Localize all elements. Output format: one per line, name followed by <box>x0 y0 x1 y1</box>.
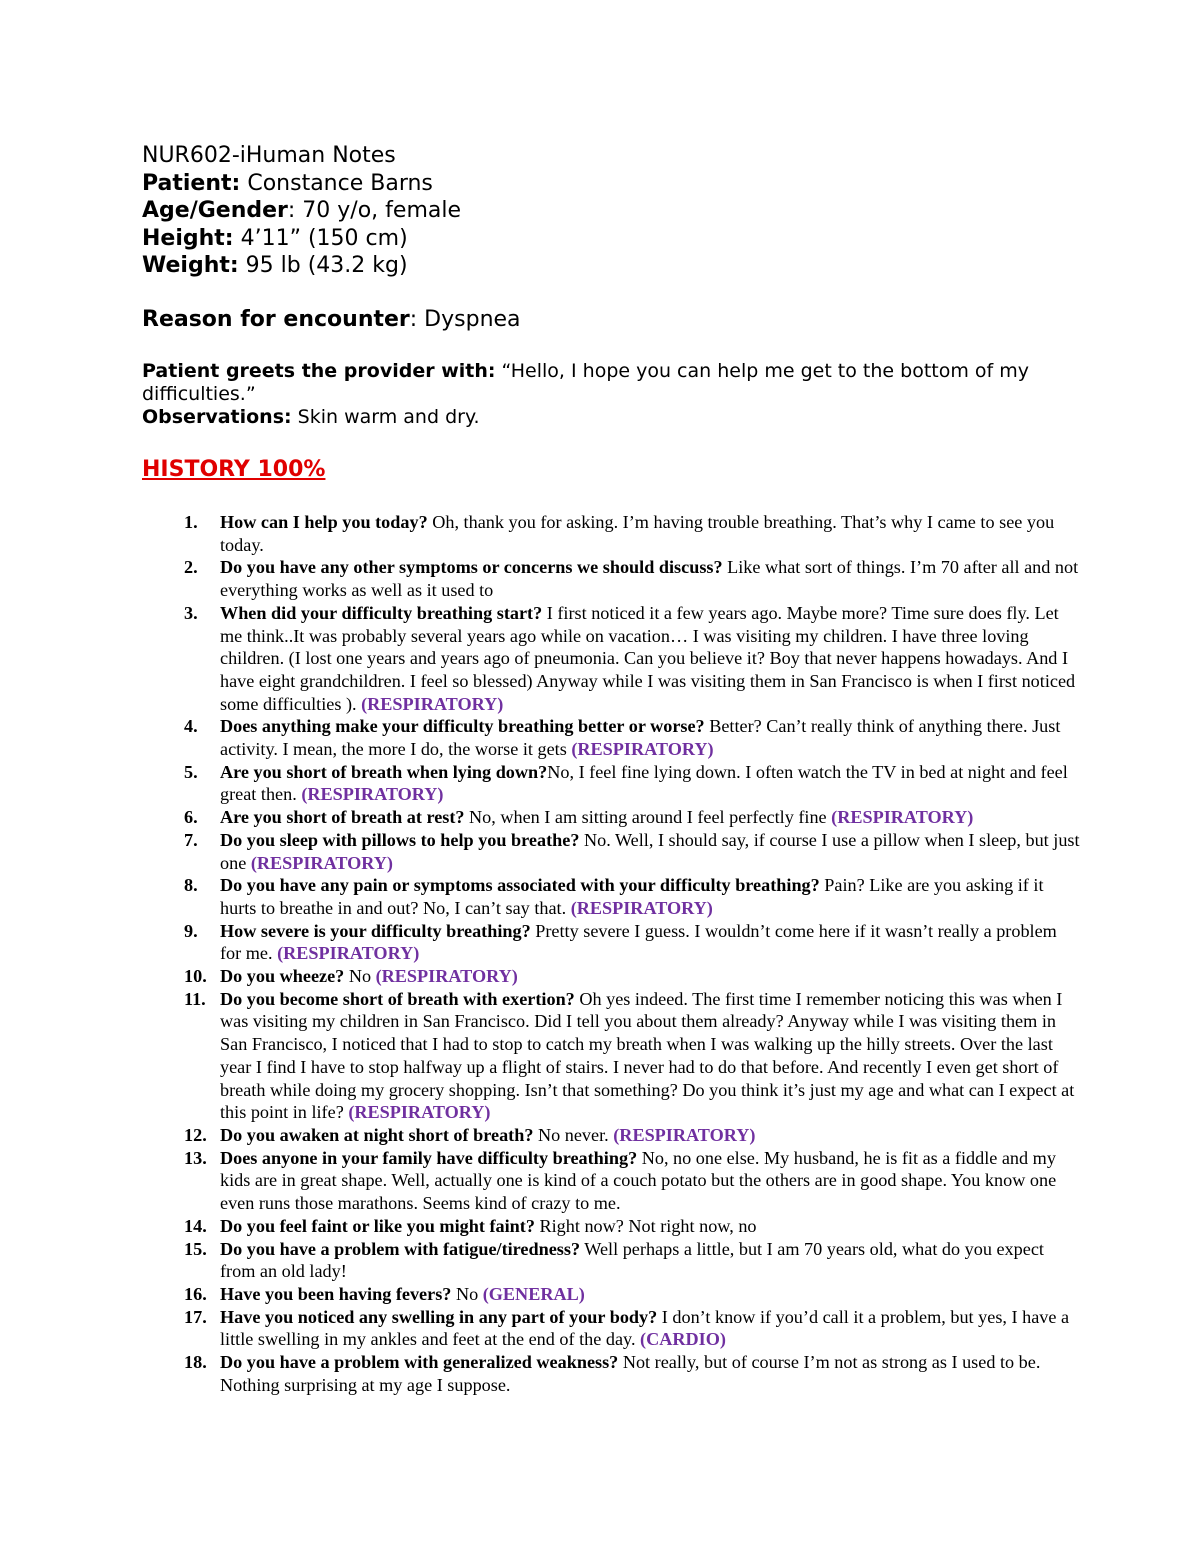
question-text: Have you been having fevers? <box>220 1283 452 1304</box>
list-item <box>142 920 1082 965</box>
answer-text: No, I feel fine lying down. I often watch the TV in bed at night and feel great then. <box>220 761 1068 805</box>
list-item-number: 17. <box>184 1306 207 1327</box>
list-item-number: 1. <box>184 512 198 532</box>
list-item-number: 11. <box>184 988 206 1009</box>
greeting-block <box>142 360 1082 429</box>
height-line <box>142 225 1082 253</box>
weight-value: 95 lb (43.2 kg) <box>238 253 408 278</box>
question-text: Do you have any other symptoms or concerns we should discuss? <box>220 557 723 578</box>
question-text: Do you feel faint or like you might faint? <box>220 1215 535 1236</box>
question-text: Does anything make your difficulty breathing better or worse? <box>220 716 705 737</box>
list-item <box>142 715 1082 760</box>
list-item <box>142 806 1082 829</box>
question-text: Are you short of breath at rest? <box>220 807 465 828</box>
observations-label: Observations: <box>142 406 292 428</box>
observations-line <box>142 406 1082 429</box>
reason-label: Reason for encounter <box>142 307 410 332</box>
height-label: Height: <box>142 225 234 251</box>
history-heading: HISTORY 100% <box>142 457 326 482</box>
reason-value: : Dyspnea <box>409 307 521 332</box>
answer-text: No never. <box>533 1124 614 1145</box>
answer-text: Not really, but of course I’m not as strong as I used to be. Nothing surprising at my age I suppose. <box>220 1352 1041 1395</box>
greeting-label: Patient greets the provider with: <box>142 360 496 382</box>
list-item <box>142 761 1082 806</box>
list-item-number: 6. <box>184 807 198 828</box>
list-item-number: 4. <box>184 716 198 737</box>
list-item-number: 7. <box>184 829 198 850</box>
question-text: Do you have any pain or symptoms associated with your difficulty breathing? <box>220 875 820 896</box>
answer-text: Like what sort of things. I’m 70 after all and not everything works as well as it used to <box>220 557 1079 601</box>
answer-text: Oh yes indeed. The first time I remember noticing this was when I was visiting my children in San Francisco. Did I tell you about them already? Anyway while I was visiting them in San Francisco, I noticed that I had to stop to catch my breath when I was walking up the hilly streets. Over the last year I find I have to stop halfway up a flight of stairs. I never had to do that before. And recently I even get short of breath while doing my grocery shopping. Isn’t that something? Do you think it’s just my age and what can I expect at this point in life? <box>220 988 1075 1123</box>
list-item-number: 14. <box>184 1215 207 1236</box>
answer-text: Better? Can’t really think of anything there. Just activity. I mean, the more I do, the worse it gets <box>220 716 1061 760</box>
list-item <box>142 1306 1082 1351</box>
question-text: Have you noticed any swelling in any part of your body? <box>220 1306 658 1327</box>
list-item <box>142 1124 1082 1147</box>
question-text: Do you become short of breath with exertion? <box>220 988 575 1009</box>
list-item <box>142 1147 1082 1215</box>
question-text: How severe is your difficulty breathing? <box>220 920 531 941</box>
list-item <box>142 965 1082 988</box>
system-tag: (RESPIRATORY) <box>277 943 420 964</box>
answer-text: No <box>451 1283 483 1304</box>
system-tag: (RESPIRATORY) <box>301 784 444 805</box>
answer-text: Pain? Like are you asking if it hurts to breathe in and out? No, I can’t say that. <box>220 875 1044 918</box>
answer-text: Oh, thank you for asking. I’m having trouble breathing. That’s why I came to see you today. <box>220 512 1055 555</box>
list-item-number: 3. <box>184 602 198 623</box>
list-item <box>142 829 1082 874</box>
answer-text: I don’t know if you’d call it a problem, but yes, I have a little swelling in my ankles and feet at the end of the day. <box>220 1306 1070 1350</box>
system-tag: (RESPIRATORY) <box>361 693 504 714</box>
greeting-line <box>142 360 1082 406</box>
list-item <box>142 1351 1082 1396</box>
system-tag: (RESPIRATORY) <box>250 852 393 873</box>
list-item-number: 13. <box>184 1147 207 1168</box>
agegender-line <box>142 197 1082 225</box>
question-text: Do you have a problem with fatigue/tiredness? <box>220 1238 581 1259</box>
height-value: 4’11” (150 cm) <box>233 225 408 251</box>
list-item <box>142 511 1082 556</box>
list-item-number: 12. <box>184 1124 207 1145</box>
answer-text: Pretty severe I guess. I wouldn’t come here if it wasn’t really a problem for me. <box>220 920 1057 964</box>
agegender-label: Age/Gender <box>142 198 288 223</box>
answer-text: No, when I am sitting around I feel perfectly fine <box>464 807 832 828</box>
answer-text: Well perhaps a little, but I am 70 years old, what do you expect from an old lady! <box>220 1238 1044 1282</box>
question-text: Do you have a problem with generalized weakness? <box>220 1352 619 1373</box>
list-item <box>142 1238 1082 1283</box>
system-tag: (RESPIRATORY) <box>571 739 714 760</box>
question-text: How can I help you today? <box>220 512 428 532</box>
answer-text: No, no one else. My husband, he is fit as a fiddle and my kids are in great shape. Well, actually one is kind of a couch potato but the others are in good shape. You know one even runs those marathons. Seems kind of crazy to me. <box>220 1147 1057 1214</box>
question-text: Do you sleep with pillows to help you breathe? <box>220 829 580 850</box>
document-title: NUR602-iHuman Notes <box>142 143 396 168</box>
list-item <box>142 874 1082 919</box>
observations-value: Skin warm and dry. <box>291 406 480 428</box>
list-item-number: 18. <box>184 1352 207 1373</box>
list-item-number: 16. <box>184 1283 207 1304</box>
history-question-list <box>142 511 1082 1396</box>
question-text: Are you short of breath when lying down? <box>220 761 548 782</box>
agegender-value: : 70 y/o, female <box>287 198 462 223</box>
question-text: When did your difficulty breathing start? <box>220 602 543 623</box>
question-text: Do you awaken at night short of breath? <box>220 1124 534 1145</box>
list-item <box>142 1283 1082 1306</box>
greeting-value: “Hello, I hope you can help me get to the bottom of my difficulties.” <box>142 360 1030 405</box>
answer-text: No. Well, I should say, if course I use a pillow when I sleep, but just one <box>220 829 1080 873</box>
list-item-number: 2. <box>184 557 198 578</box>
list-item-number: 8. <box>184 875 198 896</box>
list-item-number: 9. <box>184 920 198 941</box>
reason-for-encounter <box>142 306 521 334</box>
list-item-number: 5. <box>184 761 198 782</box>
system-tag: (RESPIRATORY) <box>348 1102 491 1123</box>
patient-value: Constance Barns <box>240 170 433 196</box>
system-tag: (RESPIRATORY) <box>570 897 713 918</box>
list-item <box>142 988 1082 1124</box>
system-tag: (RESPIRATORY) <box>831 807 974 828</box>
system-tag: (CARDIO) <box>640 1329 726 1350</box>
question-text: Does anyone in your family have difficulty breathing? <box>220 1147 638 1168</box>
system-tag: (GENERAL) <box>482 1283 585 1304</box>
patient-line <box>142 170 1082 198</box>
system-tag: (RESPIRATORY) <box>375 966 518 987</box>
patient-header <box>142 142 1082 280</box>
answer-text: No <box>344 966 376 987</box>
list-item <box>142 602 1082 716</box>
list-item <box>142 556 1082 601</box>
weight-label: Weight: <box>142 253 239 278</box>
patient-label: Patient: <box>142 170 241 196</box>
answer-text: Right now? Not right now, no <box>534 1215 757 1236</box>
weight-line <box>142 252 1082 280</box>
list-item-number: 10. <box>184 966 207 987</box>
list-item <box>142 1215 1082 1238</box>
list-item-number: 15. <box>184 1238 207 1259</box>
question-text: Do you wheeze? <box>220 966 345 987</box>
system-tag: (RESPIRATORY) <box>613 1124 756 1145</box>
answer-text: I first noticed it a few years ago. Maybe more? Time sure does fly. Let me think..It was probably several years ago while on vacation… I was visiting my children. I have three loving children. (I lost one years and years ago of pneumonia. Can you believe it? Boy that never happens howadays. And I have eight grandchildren. I feel so blessed) Anyway while I was visiting them in San Francisco is when I first noticed some difficulties ). <box>220 602 1076 714</box>
